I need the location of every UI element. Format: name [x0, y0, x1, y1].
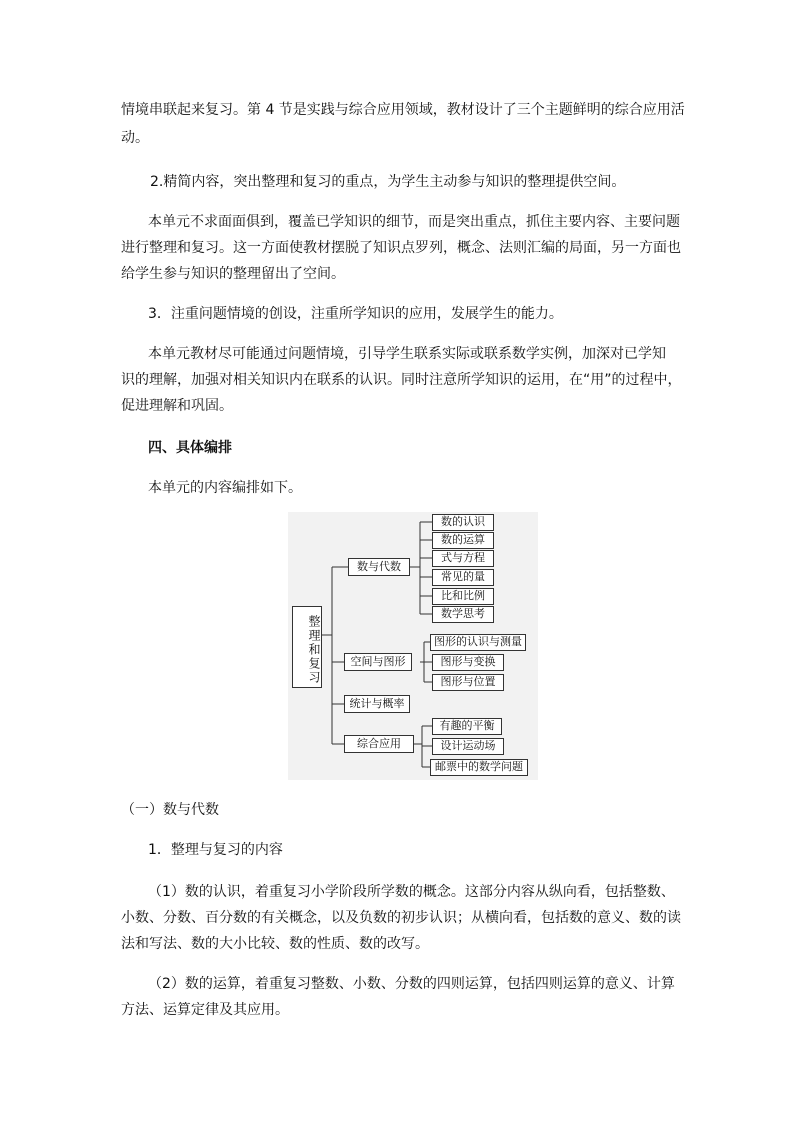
leaf-node: 图形的认识与测量: [430, 634, 526, 651]
paragraph-line: 动。: [121, 130, 149, 146]
leaf-node: 数学思考: [432, 606, 494, 623]
paragraph-line: （2）数的运算，着重复习整数、小数、分数的四则运算，包括四则运算的意义、计算: [148, 976, 675, 992]
paragraph-line: 识的理解，加强对相关知识内在联系的认识。同时注意所学知识的运用，在“用”的过程中，: [121, 372, 682, 388]
leaf-node: 式与方程: [432, 550, 494, 567]
paragraph-line: 小数、分数、百分数的有关概念，以及负数的初步认识；从横向看，包括数的意义、数的读: [121, 910, 681, 926]
leaf-node: 邮票中的数学问题: [430, 759, 528, 776]
leaf-node: 图形与位置: [432, 674, 504, 691]
leaf-node: 图形与变换: [432, 654, 504, 671]
leaf-node: 比和比例: [432, 588, 494, 605]
paragraph-line: 进行整理和复习。这一方面使教材摆脱了知识点罗列，概念、法则汇编的局面，另一方面也: [121, 240, 681, 256]
paragraph-line: 法和写法、数的大小比较、数的性质、数的改写。: [121, 936, 429, 952]
branch-node-space-shape: 空间与图形: [344, 653, 412, 671]
leaf-node: 常见的量: [432, 569, 494, 586]
paragraph-line: 情境串联起来复习。第 4 节是实践与综合应用领域，教材设计了三个主题鲜明的综合应用活: [121, 102, 685, 118]
branch-node-comprehensive-application: 综合应用: [344, 735, 414, 753]
paragraph-line: 3．注重问题情境的创设，注重所学知识的应用，发展学生的能力。: [148, 306, 563, 322]
structure-diagram: [288, 512, 538, 780]
leaf-node: 数的运算: [432, 532, 494, 549]
subsection-heading: （一）数与代数: [121, 802, 219, 818]
branch-node-number-algebra: 数与代数: [348, 558, 410, 576]
paragraph-line: 方法、运算定律及其应用。: [121, 1002, 289, 1018]
leaf-node: 设计运动场: [432, 738, 504, 755]
subsection-heading: 1．整理与复习的内容: [148, 842, 283, 858]
branch-node-statistics-probability: 统计与概率: [344, 695, 410, 713]
leaf-node: 数的认识: [432, 514, 494, 531]
leaf-node: 有趣的平衡: [432, 718, 502, 735]
paragraph-line: 2.精简内容，突出整理和复习的重点，为学生主动参与知识的整理提供空间。: [150, 174, 626, 190]
paragraph-line: 本单元不求面面俱到，覆盖已学知识的细节，而是突出重点，抓住主要内容、主要问题: [148, 214, 680, 230]
paragraph-line: 促进理解和巩固。: [121, 398, 233, 414]
diagram-root-node: 整理和复习: [292, 606, 322, 688]
paragraph-line: 本单元教材尽可能通过问题情境，引导学生联系实际或联系数学实例，加深对已学知: [148, 346, 666, 362]
paragraph-line: （1）数的认识，着重复习小学阶段所学数的概念。这部分内容从纵向看，包括整数、: [148, 884, 675, 900]
section-heading: 四、具体编排: [148, 440, 232, 456]
paragraph-line: 给学生参与知识的整理留出了空间。: [121, 266, 345, 282]
paragraph-line: 本单元的内容编排如下。: [148, 480, 302, 496]
